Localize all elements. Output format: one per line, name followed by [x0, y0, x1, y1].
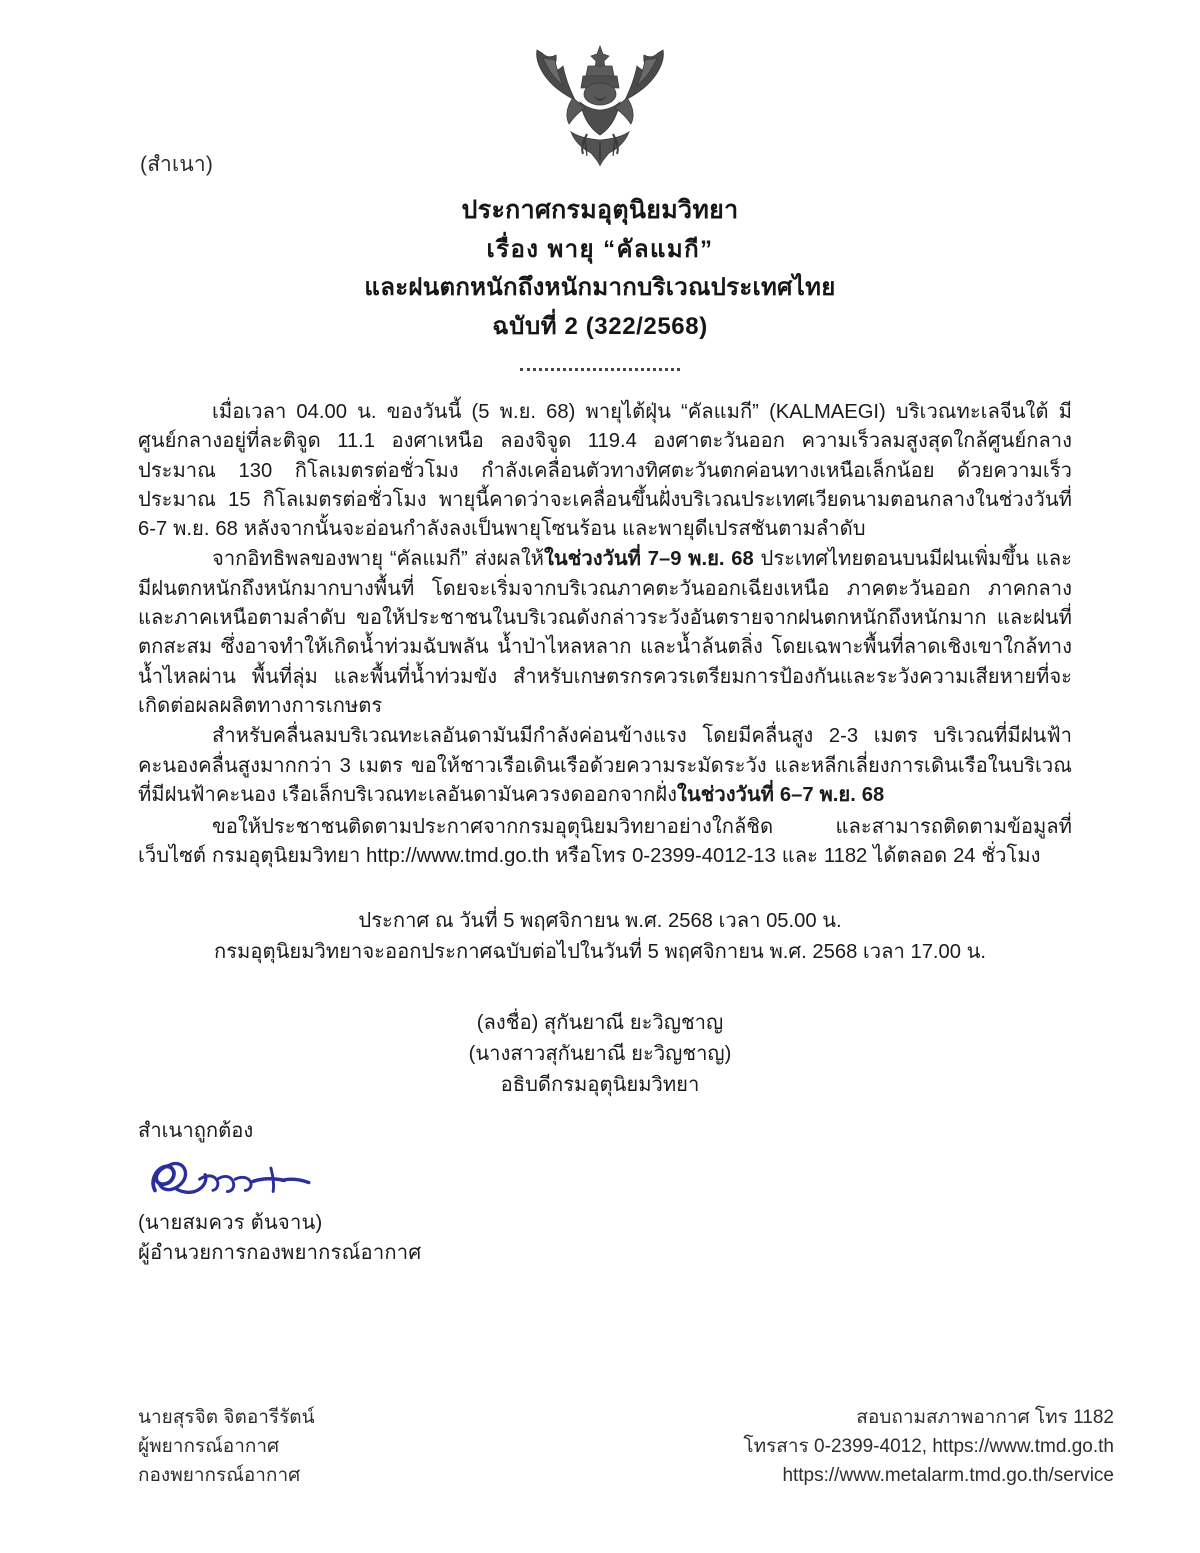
body-block — [138, 398, 1072, 873]
document-title: ประกาศกรมอุตุนิยมวิทยา — [461, 196, 739, 224]
paragraph-sea-waves — [138, 722, 1072, 810]
certified-copy-label: สำเนาถูกต้อง — [138, 1120, 254, 1142]
certified-copy-role: ผู้อำนวยการกองพยากรณ์อากาศ — [138, 1242, 422, 1264]
signed-by-line: (ลงชื่อ) สุกันยาณี ยะวิญชาญ — [476, 1012, 724, 1034]
signer-name: (นางสาวสุกันยาณี ยะวิญชาญ) — [468, 1043, 732, 1065]
paragraph-rain-impact — [138, 545, 1072, 721]
divider-container — [0, 368, 1200, 371]
paragraph-storm-position: เมื่อเวลา 04.00 น. ของวันนี้ (5 พ.ย. 68) พายุไต้ฝุ่น “คัลแมกี” (KALMAEGI) บริเวณทะเลจีนใต้ มีศูนย์กลางอยู่ที่ละติจูด 11.1 องศาเหนือ ลองจิจูด 119.4 องศาตะวันออก ความเร็วลมสูงสุดใกล้ศูนย์กลางประมาณ 130 กิโลเมตรต่อชั่วโมง กำลังเคลื่อนตัวทางทิศตะวันตกค่อนทางเหนือเล็กน้อย ด้วยความเร็วประมาณ 15 กิโลเมตรต่อชั่วโมง พายุนี้คาดว่าจะเคลื่อนขึ้นฝั่งบริเวณประเทศเวียดนามตอนกลางในช่วงวันที่ 6-7 พ.ย. 68 หลังจากนั้นจะอ่อนกำลังลงเป็นพายุโซนร้อน และพายุดีเปรสชันตามลำดับ — [138, 401, 1072, 541]
certified-copy-block — [138, 1116, 618, 1268]
fax-and-website: โทรสาร 0-2399-4012, https://www.tmd.go.th — [743, 1436, 1114, 1457]
paragraph-sea-waves-text: สำหรับคลื่นลมบริเวณทะเลอันดามันมีกำลังค่อนข้างแรง โดยมีคลื่นสูง 2-3 เมตร บริเวณที่มีฝนฟ้าคะนองคลื่นสูงมากกว่า 3 เมตร ขอให้ชาวเรือเดินเรือด้วยความระมัดระวัง และหลีกเลี่ยงการเดินเรือในบริเวณที่มีฝนฟ้าคะนอง เรือเล็กบริเวณทะเลอันดามันควรงดออกจากฝั่ง — [138, 725, 1072, 806]
document-subject: เรื่อง พายุ “คัลแมกี” — [486, 235, 714, 263]
forecaster-division: กองพยากรณ์อากาศ — [138, 1465, 301, 1486]
footer-left-block — [138, 1403, 315, 1490]
document-issue-number: ฉบับที่ 2 (322/2568) — [492, 313, 708, 341]
title-divider — [520, 368, 680, 371]
document-subject-line2: และฝนตกหนักถึงหนักมากบริเวณประเทศไทย — [364, 274, 836, 302]
garuda-emblem — [525, 36, 675, 171]
issued-block — [0, 906, 1200, 968]
handwritten-signature — [146, 1148, 324, 1206]
forecaster-role: ผู้พยากรณ์อากาศ — [138, 1436, 280, 1457]
paragraph-rain-impact-text-b: ประเทศไทยตอนบนมีฝนเพิ่มขึ้น และมีฝนตกหนักถึงหนักมากบางพื้นที่ โดยจะเริ่มจากบริเวณภาคตะวันออกเฉียงเหนือ ภาคตะวันออก ภาคกลาง และภาคเหนือตามลำดับ ขอให้ประชาชนในบริเวณดังกล่าวระวังอันตรายจากฝนตกหนักถึงหนักมาก และฝนที่ตกสะสม ซึ่งอาจทำให้เกิดน้ำท่วมฉับพลัน น้ำป่าไหลหลาก และน้ำล้นตลิ่ง โดยเฉพาะพื้นที่ลาดเชิงเขาใกล้ทางน้ำไหลผ่าน พื้นที่ลุ่ม และพื้นที่น้ำท่วมขัง สำหรับเกษตรกรควรเตรียมการป้องกันและระวังความเสียหายที่จะเกิดต่อผลผลิตทางการเกษตร — [138, 548, 1072, 717]
paragraph-sea-waves-dates: ในช่วงวันที่ 6–7 พ.ย. 68 — [677, 783, 885, 806]
title-block — [0, 190, 1200, 347]
paragraph-contact-info: ขอให้ประชาชนติดตามประกาศจากกรมอุตุนิยมวิทยาอย่างใกล้ชิด และสามารถติดตามข้อมูลที่เว็บไซต์ กรมอุตุนิยมวิทยา http://www.tmd.go.th หรือโทร 0-2399-4012-13 และ 1182 ได้ตลอด 24 ชั่วโมง — [138, 816, 1072, 868]
forecaster-name: นายสุรจิต จิตอารีรัตน์ — [138, 1407, 315, 1428]
footer-right-block — [743, 1403, 1114, 1490]
next-bulletin-datetime: กรมอุตุนิยมวิทยาจะออกประกาศฉบับต่อไปในวันที่ 5 พฤศจิกายน พ.ศ. 2568 เวลา 17.00 น. — [213, 941, 986, 963]
paragraph-rain-impact-dates: ในช่วงวันที่ 7–9 พ.ย. 68 — [544, 548, 754, 571]
copy-mark: (สำเนา) — [140, 153, 214, 176]
signer-role: อธิบดีกรมอุตุนิยมวิทยา — [500, 1074, 700, 1096]
signature-block — [0, 1008, 1200, 1101]
issued-datetime: ประกาศ ณ วันที่ 5 พฤศจิกายน พ.ศ. 2568 เวลา 05.00 น. — [358, 910, 842, 932]
paragraph-rain-impact-text-a: จากอิทธิพลของพายุ “คัลแมกี” ส่งผลให้ — [212, 548, 544, 571]
certified-copy-name: (นายสมควร ต้นจาน) — [138, 1212, 323, 1234]
weather-hotline: สอบถามสภาพอากาศ โทร 1182 — [856, 1407, 1114, 1428]
metalarm-service-url: https://www.metalarm.tmd.go.th/service — [782, 1465, 1114, 1486]
